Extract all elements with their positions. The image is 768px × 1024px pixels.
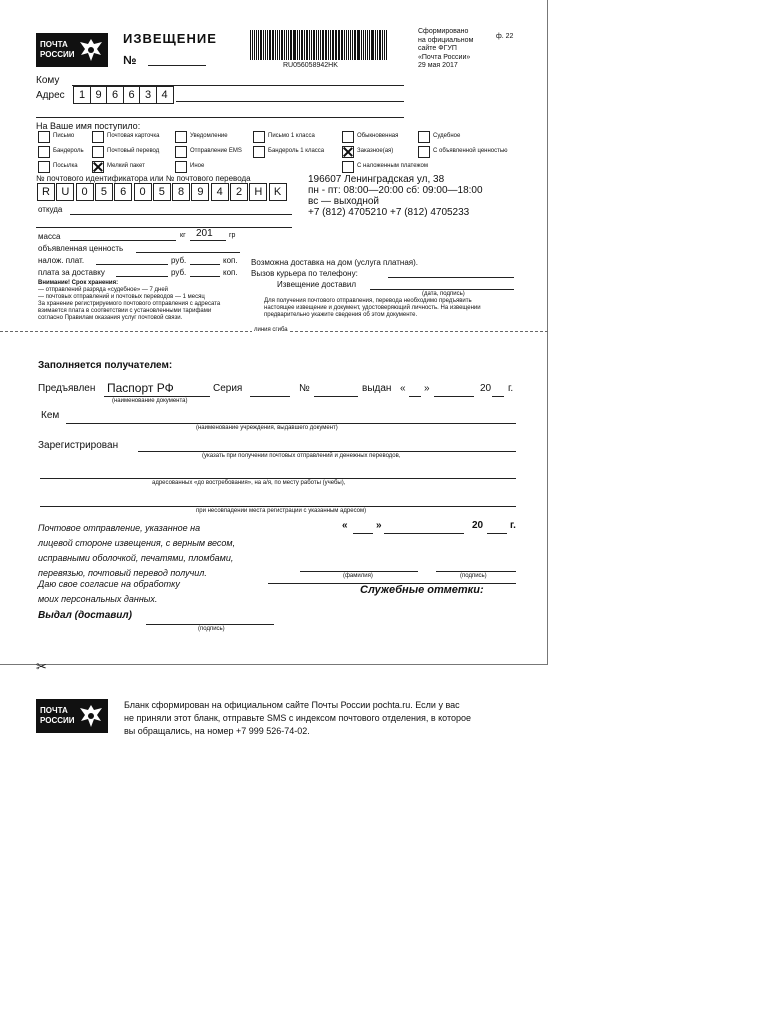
barcode-bar <box>372 30 374 60</box>
mismatch-caption: при несовпадении места регистрации с указанным адресом) <box>196 508 367 514</box>
declared-value-label: объявленная ценность <box>38 244 124 253</box>
storage-note <box>38 280 220 322</box>
received-quote-open: « <box>342 520 348 531</box>
by-whom-label: Кем <box>41 410 60 421</box>
issued-by-label: Выдал (доставил) <box>38 610 132 621</box>
presented-label: Предъявлен <box>38 383 96 394</box>
barcode-bar <box>281 30 283 60</box>
issued-year-prefix: 20 <box>480 383 492 394</box>
issued-year-suffix: г. <box>508 383 514 394</box>
tracking-char-cell: 0 <box>76 183 94 201</box>
barcode-bar <box>339 30 340 60</box>
generated-line: «Почта России» <box>418 53 471 61</box>
from-line <box>70 214 292 215</box>
address-line <box>176 101 404 102</box>
index-digit-cell: 6 <box>106 86 124 104</box>
office-hours-weekdays: пн - пт: 08:00—20:00 сб: 09:00—18:00 <box>308 185 483 196</box>
notice-title: ИЗВЕЩЕНИЕ <box>123 31 217 46</box>
barcode-bar <box>254 30 255 60</box>
received-type-label: Судебное <box>433 133 461 139</box>
barcode-bar <box>325 30 326 60</box>
issued-by-line <box>146 624 274 625</box>
from-label: откуда <box>38 205 63 214</box>
generated-note <box>418 28 473 71</box>
barcode-bar <box>365 30 367 60</box>
received-type-label: Бандероль <box>53 148 84 154</box>
received-type-checkbox[interactable] <box>175 146 187 158</box>
barcode-bar <box>309 30 310 60</box>
eagle-emblem-icon <box>76 701 106 731</box>
courier-call-label: Вызов курьера по телефону: <box>251 269 358 278</box>
fee-rub: руб. <box>171 268 187 277</box>
barcode <box>250 30 388 60</box>
received-type-label: С объявленной ценностью <box>433 148 508 154</box>
barcode-bar <box>382 30 383 60</box>
barcode-bar <box>350 30 352 60</box>
tracking-char-cell: U <box>56 183 74 201</box>
number-label: № <box>299 383 310 394</box>
barcode-bar <box>322 30 324 60</box>
tracking-char-cell: 9 <box>191 183 209 201</box>
cod-kop-line <box>190 264 220 265</box>
received-type-checkbox[interactable] <box>92 161 104 173</box>
barcode-bar <box>267 30 268 60</box>
tracking-char-cell: 4 <box>211 183 229 201</box>
issuer-caption: (наименование учреждения, выдавшего документ) <box>196 425 338 431</box>
index-digit-cell: 3 <box>139 86 157 104</box>
registered-line-3 <box>40 506 516 507</box>
barcode-bar <box>332 30 334 60</box>
barcode-bar <box>326 30 327 60</box>
document-caption: (наименование документа) <box>112 398 188 404</box>
cod-rub-line <box>96 264 168 265</box>
form-code: ф. 22 <box>496 33 514 40</box>
courier-phone-line <box>388 277 514 278</box>
office-hours-sunday: вс — выходной <box>308 196 379 207</box>
received-type-label: Посылка <box>53 163 78 169</box>
received-type-label: Почтовый перевод <box>107 148 160 154</box>
received-type-checkbox[interactable] <box>253 146 265 158</box>
received-day-line <box>353 533 373 534</box>
notice-delivered-line <box>370 289 514 290</box>
received-type-label: Мелкий пакет <box>107 163 145 169</box>
barcode-bar <box>367 30 368 60</box>
index-digit-cell: 1 <box>73 86 91 104</box>
series-label: Серия <box>213 383 243 394</box>
barcode-bar <box>348 30 349 60</box>
received-type-checkbox[interactable] <box>92 131 104 143</box>
issued-quote-close: » <box>424 383 430 394</box>
form-border-bottom <box>0 664 548 665</box>
mass-gr-line <box>190 240 226 241</box>
barcode-bar <box>375 30 376 60</box>
barcode-bar <box>384 30 386 60</box>
index-digit-cell: 9 <box>90 86 108 104</box>
address-label: Адрес <box>36 90 65 101</box>
barcode-bar <box>318 30 320 60</box>
barcode-bar <box>311 30 313 60</box>
tracking-char-cell: H <box>249 183 267 201</box>
received-type-label: Письмо 1 класса <box>268 133 315 139</box>
barcode-bar <box>363 30 364 60</box>
received-type-label: Отправление EMS <box>190 148 242 154</box>
mass-kg-line <box>70 240 176 241</box>
received-type-label: Заказное(ая) <box>357 148 394 154</box>
registered-line <box>138 451 516 452</box>
form-border-right <box>547 0 548 664</box>
from-line-2 <box>36 227 292 228</box>
barcode-bar <box>286 30 288 60</box>
issued-quote-open: « <box>400 383 406 394</box>
received-year-suffix: г. <box>510 520 516 531</box>
fold-line-label: линия сгиба <box>254 327 288 333</box>
barcode-bar <box>273 30 274 60</box>
received-quote-close: » <box>376 520 382 531</box>
received-type-checkbox[interactable] <box>342 131 354 143</box>
received-type-label: Иное <box>190 163 205 169</box>
doc-number-line <box>314 396 358 397</box>
document-line <box>104 396 210 397</box>
received-type-checkbox[interactable] <box>92 146 104 158</box>
issued-month-line <box>434 396 474 397</box>
received-year-prefix: 20 <box>472 520 484 531</box>
barcode-bar <box>301 30 303 60</box>
service-marks-label: Служебные отметки: <box>360 584 484 596</box>
barcode-bar <box>358 30 360 60</box>
specify-caption: (указать при получении почтовых отправлений и денежных переводов, <box>202 453 401 459</box>
index-digit-cell: 6 <box>123 86 141 104</box>
fee-kop: коп. <box>223 268 238 277</box>
issued-day-line <box>409 396 421 397</box>
barcode-bar <box>369 30 370 60</box>
office-phones: +7 (812) 4705210 +7 (812) 4705233 <box>308 207 470 218</box>
footer-line: Бланк сформирован на официальном сайте Почты России pochta.ru. Если у вас <box>124 700 460 710</box>
signature-caption: (подпись) <box>460 573 487 579</box>
barcode-bar <box>252 30 254 60</box>
russian-post-logo-footer <box>36 699 108 733</box>
barcode-bar <box>272 30 273 60</box>
barcode-bar <box>297 30 299 60</box>
tracking-char-cell: 0 <box>134 183 152 201</box>
barcode-bar <box>290 30 292 60</box>
storage-note-line: взимается плата в соответствии с установленными тарифами <box>38 308 212 314</box>
barcode-bar <box>294 30 296 60</box>
issued-label: выдан <box>362 383 392 394</box>
barcode-bar <box>341 30 343 60</box>
barcode-bar <box>306 30 307 60</box>
mass-value: 201 <box>196 228 213 239</box>
mass-label: масса <box>38 232 61 241</box>
footer-line: не приняли этот бланк, отправьте SMS с индексом почтового отделения, в которое <box>124 713 472 723</box>
barcode-bar <box>316 30 317 60</box>
gr-label: гр <box>229 232 236 239</box>
cod-label: налож. плат. <box>38 256 85 265</box>
generated-line: 29 мая 2017 <box>418 62 458 69</box>
barcode-bar <box>277 30 278 60</box>
received-type-checkbox[interactable] <box>38 131 50 143</box>
tracking-char-cell: 2 <box>230 183 248 201</box>
storage-note-line: — отправлений разряда «судебное» — 7 дней <box>38 287 169 293</box>
footer-line: вы обращались, на номер +7 999 526-74-02. <box>124 726 310 736</box>
footer-text <box>124 699 471 738</box>
barcode-bar <box>354 30 356 60</box>
barcode-bar <box>352 30 353 60</box>
received-text-line: Почтовое отправление, указанное на <box>38 523 201 533</box>
barcode-bar <box>256 30 257 60</box>
address-line-2 <box>36 117 404 118</box>
barcode-bar <box>346 30 347 60</box>
received-type-checkbox[interactable] <box>175 161 187 173</box>
document-value: Паспорт РФ <box>107 381 174 395</box>
generated-line: сайте ФГУП <box>418 45 457 52</box>
barcode-bar <box>357 30 358 60</box>
barcode-bar <box>265 30 267 60</box>
series-line <box>250 396 290 397</box>
barcode-text: RU056058942HK <box>283 62 338 69</box>
barcode-bar <box>330 30 332 60</box>
tracking-char-cell: 8 <box>172 183 190 201</box>
surname-line <box>300 571 418 572</box>
registered-line-2 <box>40 478 516 479</box>
logo-line: ПОЧТА <box>40 706 68 715</box>
to-label: Кому <box>36 75 60 86</box>
notice-number-label: № <box>123 53 137 67</box>
cod-kop: коп. <box>223 256 238 265</box>
barcode-bar <box>320 30 321 60</box>
barcode-bar <box>304 30 305 60</box>
storage-note-line: За хранение регистрируемого почтового отправления с адресата <box>38 301 221 307</box>
received-text-line: перевязью, почтовый перевод получил. <box>38 568 207 578</box>
barcode-bar <box>386 30 387 60</box>
received-type-checkbox[interactable] <box>418 131 430 143</box>
russian-post-logo <box>36 33 108 67</box>
date-sign-caption: (дата, подпись) <box>422 291 465 297</box>
received-type-label: Обыкновенная <box>357 133 399 139</box>
barcode-bar <box>335 30 337 60</box>
issued-by-sign-caption: (подпись) <box>198 626 225 632</box>
received-type-checkbox[interactable] <box>175 131 187 143</box>
barcode-bar <box>313 30 315 60</box>
notice-delivered-label: Извещение доставил <box>277 280 357 289</box>
delivery-fee-label: плата за доставку <box>38 268 105 277</box>
notice-number-line <box>148 65 206 66</box>
received-month-line <box>384 533 464 534</box>
barcode-bar <box>275 30 276 60</box>
consent-text <box>38 577 180 607</box>
received-type-checkbox[interactable] <box>38 146 50 158</box>
barcode-bar <box>263 30 264 60</box>
barcode-bar <box>377 30 379 60</box>
home-delivery-note: Возможна доставка на дом (услуга платная). <box>251 258 419 267</box>
storage-note-line: — почтовых отправлений и почтовых переводов — 1 месяц <box>38 294 205 300</box>
barcode-bar <box>371 30 372 60</box>
barcode-bar <box>279 30 281 60</box>
office-info <box>308 174 483 218</box>
received-type-label: Бандероль 1 класса <box>268 148 325 154</box>
received-type-label: Уведомление <box>190 133 228 139</box>
barcode-bar <box>338 30 339 60</box>
tracking-label: № почтового идентификатора или № почтового перевода <box>36 174 251 183</box>
received-type-checkbox[interactable] <box>38 161 50 173</box>
tracking-char-cell: 6 <box>114 183 132 201</box>
received-type-checkbox[interactable] <box>342 161 354 173</box>
registered-label: Зарегистрирован <box>38 440 119 451</box>
issued-year-line <box>492 396 504 397</box>
received-confirmation <box>38 521 235 581</box>
logo-line: РОССИИ <box>40 50 75 59</box>
barcode-bar <box>293 30 294 60</box>
index-digit-cell: 4 <box>156 86 174 104</box>
received-type-checkbox[interactable] <box>418 146 430 158</box>
received-type-checkbox[interactable] <box>253 131 265 143</box>
consent-line: моих персональных данных. <box>38 594 158 604</box>
delivery-info <box>264 298 481 319</box>
barcode-bar <box>307 30 308 60</box>
recipient-section-heading: Заполняется получателем: <box>38 360 173 371</box>
cod-rub: руб. <box>171 256 187 265</box>
barcode-bar <box>299 30 300 60</box>
logo-line: РОССИИ <box>40 716 75 725</box>
barcode-bar <box>344 30 346 60</box>
barcode-bar <box>258 30 260 60</box>
barcode-bar <box>260 30 262 60</box>
received-type-checkbox[interactable] <box>342 146 354 158</box>
received-type-label: Письмо <box>53 133 75 139</box>
received-type-label: Почтовая карточка <box>107 133 160 139</box>
logo-line: ПОЧТА <box>40 40 68 49</box>
received-heading: На Ваше имя поступило: <box>36 121 141 131</box>
declared-value-line <box>136 252 240 253</box>
generated-line: Сформировано <box>418 28 469 35</box>
scissors-icon: ✂ <box>36 659 47 674</box>
signature-line <box>436 571 516 572</box>
eagle-emblem-icon <box>76 35 106 65</box>
office-address: 196607 Ленинградская ул, 38 <box>308 174 445 185</box>
barcode-bar <box>288 30 289 60</box>
delivery-info-line: настоящее извещение и документ, удостоверяющий личность. На извещении <box>264 305 481 311</box>
received-text-line: лицевой стороне извещения, с верным весом, <box>38 538 236 548</box>
surname-caption: (фамилия) <box>343 573 373 579</box>
delivery-info-line: Для получения почтового отправления, перевода необходимо предъявить <box>264 298 472 304</box>
generated-line: на официальном <box>418 36 474 44</box>
received-text-line: исправными оболочкой, печатями, пломбами, <box>38 553 234 563</box>
barcode-bar <box>250 30 251 60</box>
by-whom-line <box>66 423 516 424</box>
received-year-line <box>487 533 507 534</box>
barcode-bar <box>361 30 362 60</box>
storage-note-line: согласно Правилам оказания услуг почтовой связи. <box>38 315 183 321</box>
received-type-label: С наложенным платежом <box>357 163 428 169</box>
tracking-char-cell: R <box>37 183 55 201</box>
delivery-info-line: предварительно укажите сведения об этом документе. <box>264 312 418 318</box>
tracking-char-cell: K <box>269 183 287 201</box>
fee-rub-line <box>116 276 168 277</box>
tracking-char-cell: 5 <box>95 183 113 201</box>
tracking-char-cell: 5 <box>153 183 171 201</box>
consent-line: Даю свое согласие на обработку <box>38 579 180 589</box>
storage-note-line: Внимание! Срок хранения: <box>38 280 119 286</box>
addressed-caption: адресованных «до востребования», на а/я, по месту работы (учебы), <box>152 480 346 486</box>
barcode-bar <box>379 30 381 60</box>
barcode-bar <box>328 30 329 60</box>
barcode-bar <box>284 30 285 60</box>
barcode-bar <box>269 30 271 60</box>
kg-label: кг <box>180 232 186 239</box>
fee-kop-line <box>190 276 220 277</box>
